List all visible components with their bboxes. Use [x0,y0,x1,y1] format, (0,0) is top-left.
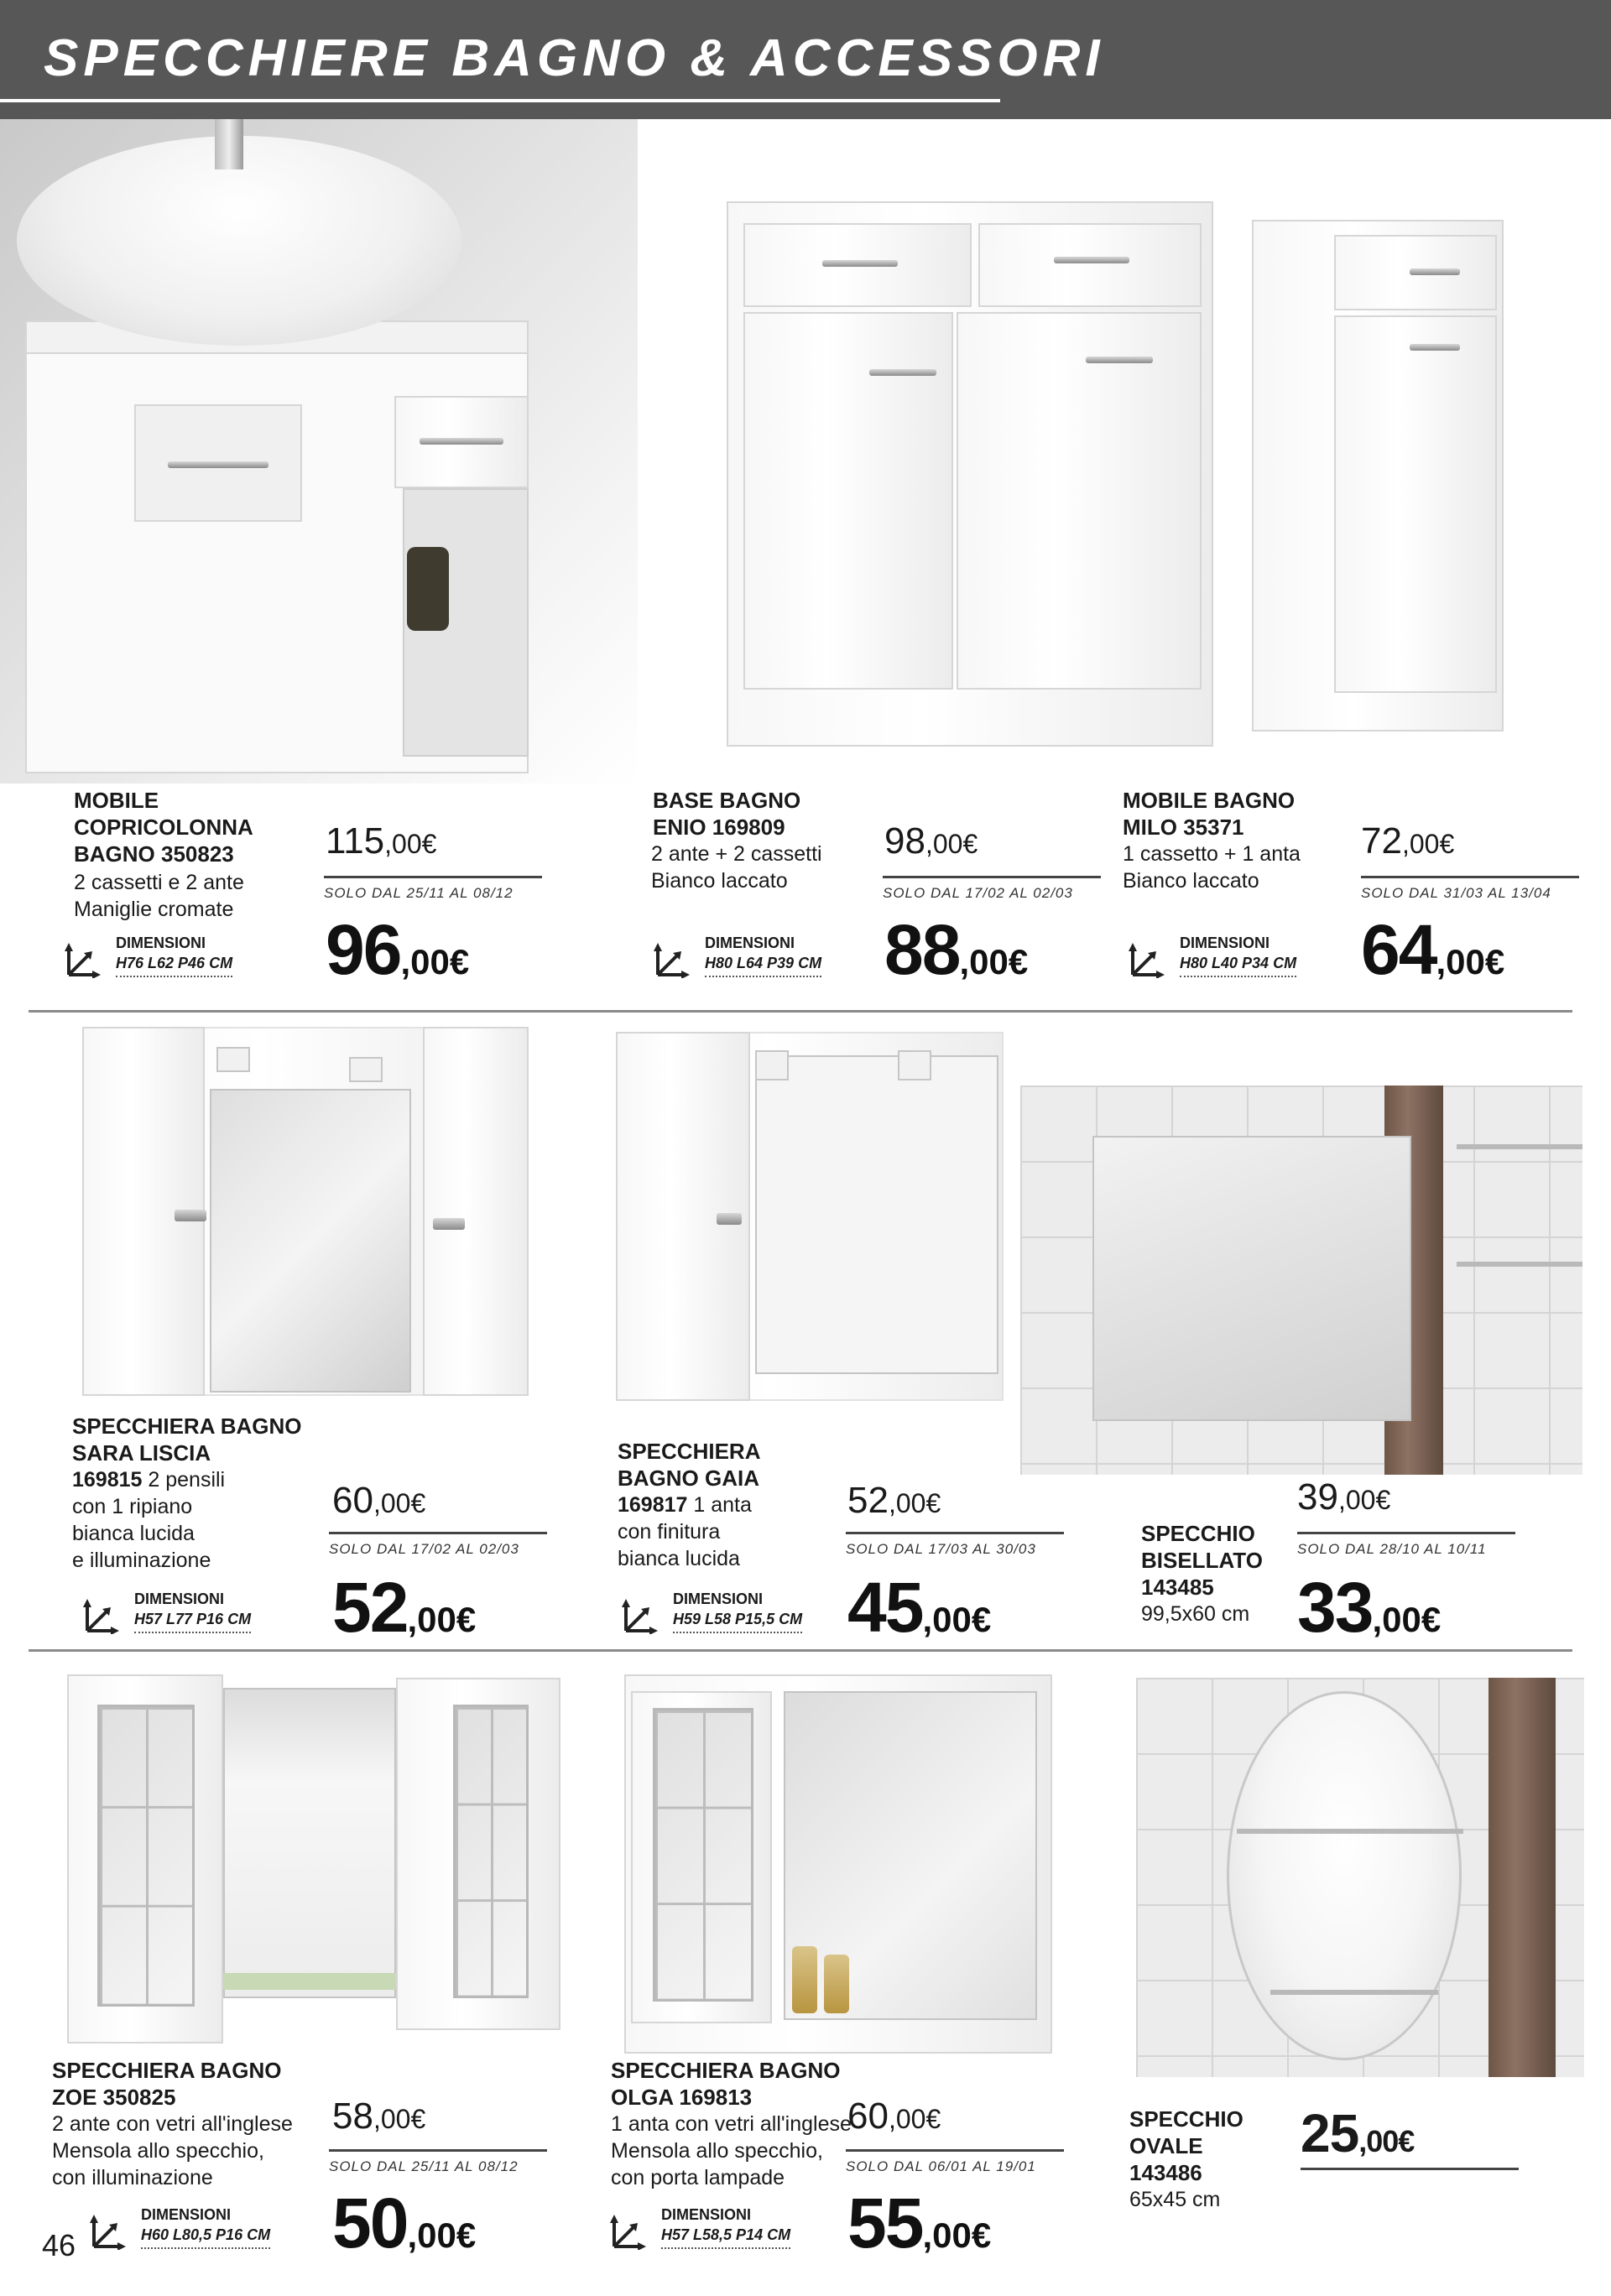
product-photo-olga [619,1669,1056,2057]
dimensions-block: DIMENSIONI H76 L62 P46 CM [64,933,282,983]
dimensions-value: H76 L62 P46 CM [116,955,232,977]
dimensions-block: DIMENSIONI H80 L40 P34 CM [1128,933,1346,983]
product-photo-gaia [613,1027,1015,1413]
offer-price: 50,00€ [332,2184,477,2262]
old-price: 60,00€ [847,2096,941,2137]
product-photo-zoe [64,1671,564,2049]
product-photo-copricolonna [0,119,638,784]
product-desc: 169817 1 anta con finitura bianca lucida [618,1493,752,1570]
old-price: 72,00€ [1361,820,1455,862]
offer-price: 96,00€ [326,910,470,989]
product-name: MOBILE COPRICOLONNA BAGNO 350823 [74,788,253,867]
dimensions-value: H80 L40 P34 CM [1180,955,1296,977]
product-name: SPECCHIERA BAGNO OLGA 169813 [611,2058,841,2110]
product-name: SPECCHIERA BAGNO SARA LISCIA [72,1414,302,1466]
offer-price: 55,00€ [847,2184,992,2262]
dimensions-block: DIMENSIONI H57 L58,5 P14 CM [609,2205,827,2255]
product-desc: 99,5x60 cm [1141,1602,1250,1626]
product-desc: 1 cassetto + 1 anta Bianco laccato [1123,842,1301,893]
offer-validity: SOLO DAL 06/01 AL 19/01 [846,2149,1064,2175]
row-separator [29,1010,1572,1013]
dimensions-value: H57 L77 P16 CM [134,1611,251,1633]
offer-price: 64,00€ [1361,910,1505,989]
header-underline [0,99,1000,102]
product-desc: 65x45 cm [1129,2188,1221,2211]
product-desc: 2 ante + 2 cassetti Bianco laccato [651,842,822,893]
product-photo-milo [1242,210,1510,738]
product-photo-enio [705,168,1225,755]
old-price: 115,00€ [326,820,437,862]
offer-price: 33,00€ [1297,1568,1442,1647]
old-price: 58,00€ [332,2096,426,2137]
dimensions-value: H80 L64 P39 CM [705,955,821,977]
dimensions-block: DIMENSIONI H80 L64 P39 CM [653,933,871,983]
product-photo-bisellato [1020,1086,1582,1475]
product-name: SPECCHIO OVALE 143486 [1129,2106,1243,2185]
offer-validity: SOLO DAL 25/11 AL 08/12 [329,2149,547,2175]
dimensions-icon [89,2208,131,2250]
dimensions-icon [1128,936,1170,978]
offer-price: 52,00€ [332,1568,477,1647]
offer-validity: SOLO DAL 25/11 AL 08/12 [324,876,542,902]
dimensions-icon [609,2208,651,2250]
dimensions-value: H57 L58,5 P14 CM [661,2226,790,2249]
offer-validity: SOLO DAL 31/03 AL 13/04 [1361,876,1579,902]
dimensions-value: H59 L58 P15,5 CM [673,1611,802,1633]
product-photo-sara [76,1022,529,1399]
dimensions-block: DIMENSIONI H60 L80,5 P16 CM [89,2205,307,2255]
old-price: 98,00€ [884,820,978,862]
dimensions-icon [64,936,106,978]
dimensions-icon [621,1592,663,1634]
price: 25,00€ [1301,2102,1519,2170]
product-name: BASE BAGNO ENIO 169809 [653,788,801,840]
product-desc: 169815 2 pensili con 1 ripiano bianca lucida e illuminazione [72,1468,226,1572]
product-name: MOBILE BAGNO MILO 35371 [1123,788,1296,840]
page-title: SPECCHIERE BAGNO & ACCESSORI [44,29,1105,87]
old-price: 39,00€ [1297,1476,1391,1518]
product-name: SPECCHIO BISELLATO 143485 [1141,1521,1263,1600]
offer-price: 45,00€ [847,1568,992,1647]
offer-validity: SOLO DAL 17/03 AL 30/03 [846,1532,1064,1558]
offer-validity: SOLO DAL 17/02 AL 02/03 [883,876,1101,902]
offer-validity: SOLO DAL 28/10 AL 10/11 [1297,1532,1515,1558]
product-photo-ovale [1136,1678,1584,2077]
dimensions-block: DIMENSIONI H57 L77 P16 CM [82,1589,300,1639]
product-name: SPECCHIERA BAGNO ZOE 350825 [52,2058,282,2110]
page-header [0,0,1611,119]
row-separator [29,1649,1572,1652]
dimensions-icon [653,936,695,978]
old-price: 52,00€ [847,1480,941,1521]
product-desc: 2 ante con vetri all'inglese Mensola allo specchio, con illuminazione [52,2112,293,2189]
old-price: 60,00€ [332,1480,426,1521]
product-desc: 1 anta con vetri all'inglese Mensola allo specchio, con porta lampade [611,2112,852,2189]
dimensions-block: DIMENSIONI H59 L58 P15,5 CM [621,1589,839,1639]
product-name: SPECCHIERA BAGNO GAIA [618,1439,761,1491]
dimensions-icon [82,1592,124,1634]
dimensions-value: H60 L80,5 P16 CM [141,2226,270,2249]
page-number: 46 [42,2228,76,2262]
offer-validity: SOLO DAL 17/02 AL 02/03 [329,1532,547,1558]
offer-price: 88,00€ [884,910,1029,989]
product-desc: 2 cassetti e 2 ante Maniglie cromate [74,871,244,921]
